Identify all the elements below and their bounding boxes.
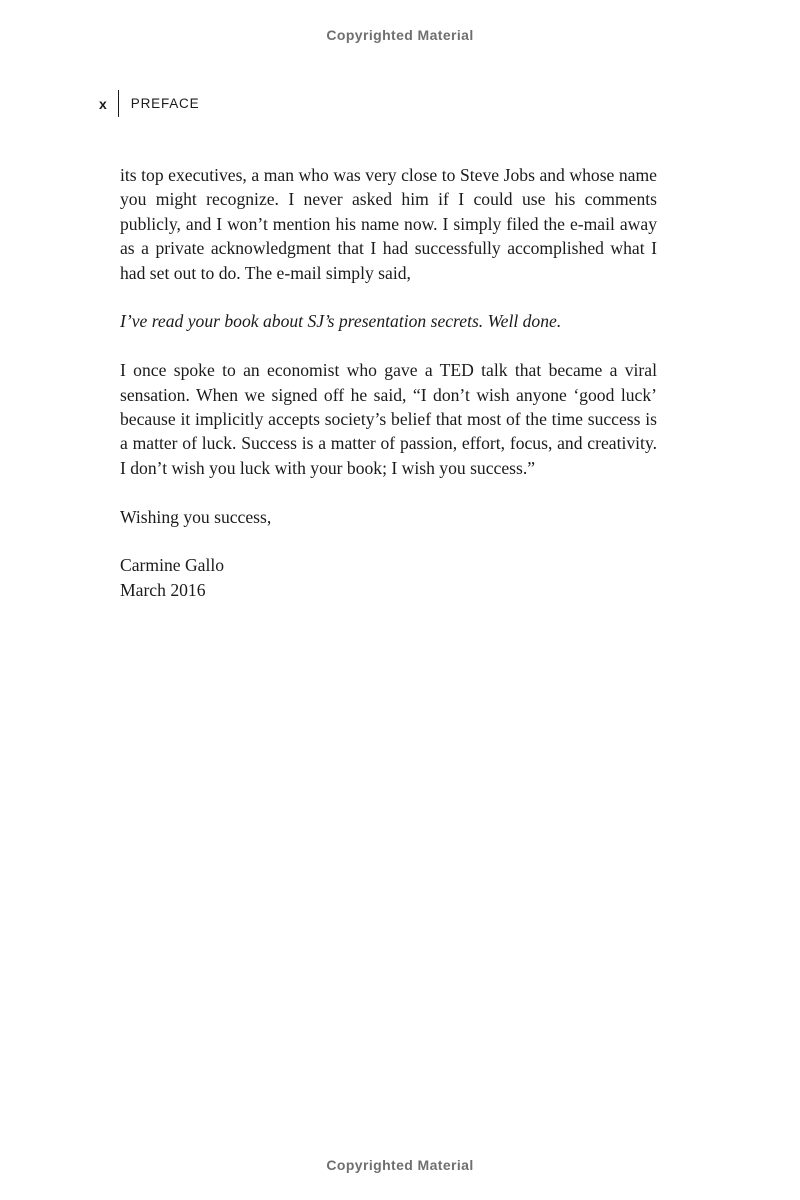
section-title: PREFACE [130, 96, 200, 111]
signature-date: March 2016 [120, 579, 206, 600]
paragraph-2: I once spoke to an economist who gave a TED talk that became a viral sensation. When we signed off he said, “I don’t wish anyone ‘good luck’ because it implicitly accepts society’s belief that most of the time success is a matter of luck. Success is a matter of passion, effort, focus, and creativity. I don’t wish you luck with your book; I wish you success.” [120, 360, 657, 478]
email-quote: I’ve read your book about SJ’s presentation secrets. Well done. [120, 311, 562, 332]
signature-name: Carmine Gallo [120, 555, 225, 576]
page-body [120, 163, 657, 627]
paragraph-1: its top executives, a man who was very close to Steve Jobs and whose name you might recognize. I never asked him if I could use his comments publicly, and I won’t mention his name now. I simply filed the e-mail away as a private acknowledgment that I had successfully accomplished what I had set out to do. The e-mail simply said, [120, 165, 657, 283]
header-divider [118, 90, 119, 117]
running-header [99, 90, 199, 117]
page-number: x [99, 95, 107, 112]
closing-line: Wishing you success, [120, 506, 272, 527]
copyright-notice-bottom: Copyrighted Material [326, 1157, 474, 1173]
copyright-notice-top: Copyrighted Material [326, 27, 474, 43]
